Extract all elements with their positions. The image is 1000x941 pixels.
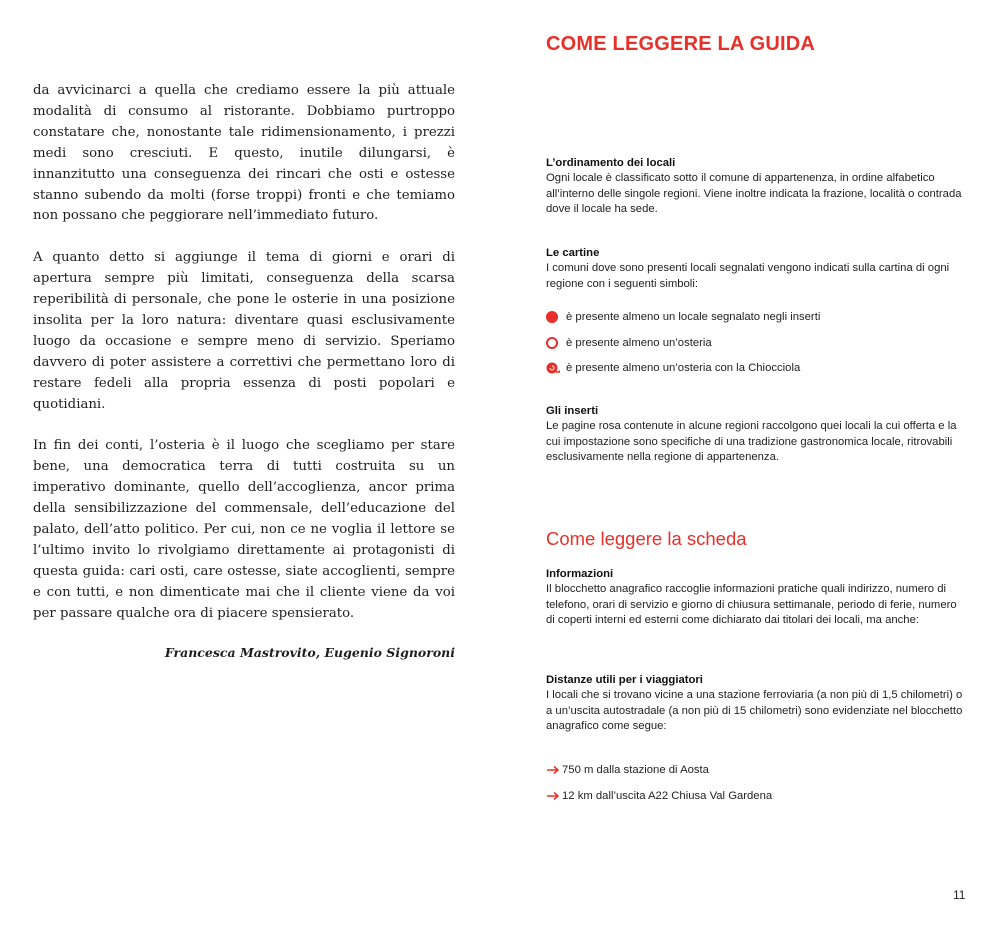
distance-text: 750 m dalla stazione di Aosta: [562, 764, 709, 776]
section-distanze: [546, 673, 964, 735]
signature: Francesca Mastrovito, Eugenio Signoroni: [164, 645, 455, 661]
arrow-right-icon: [546, 791, 560, 801]
paragraph-3: In fin dei conti, l’osteria è il luogo che scegliamo per stare bene, una democratica terra di tutti costruita su un imperativo dominante, quello dell’accoglienza, ancor prima della sensibilizzazione del commensale, dell’educazione del palato, dell’atto politico. Per cui, non ce ne voglia il lettore se l’ultimo invito lo rivolgiamo direttamente ai protagonisti di questa guida: cari osti, care ostesse, siate accoglienti, sempre e con tutti, e non dimenticate mai che il cliente viene da voi per passare qualche ora di piacere spensierato.: [33, 438, 455, 621]
paragraph-1: da avvicinarci a quella che crediamo essere la più attuale modalità di consumo al ristorante. Dobbiamo purtroppo constatare che, nonostante tale ridimensionamento, i prezzi medi sono cresciuti. E questo, inutile dilungarsi, è innanzitutto una conseguenza dei rincari che osti e ostesse stanno subendo da molti (forse troppi) fronti e che temiamo non possano che peggiorare nell’immediato futuro.: [33, 83, 455, 224]
ordinamento-heading: L’ordinamento dei locali: [546, 157, 676, 169]
inserti-body: Le pagine rosa contenute in alcune regioni raccolgono quei locali la cui offerta e la cui impostazione sono specifiche di una tradizione gastronomica locale, ritrovabili esclusivamente nella regione di appartenenza.: [546, 420, 957, 464]
page-title: COME LEGGERE LA GUIDA: [546, 33, 816, 55]
section-ordinamento: [546, 156, 964, 218]
legend-item-chiocciola: [546, 362, 800, 374]
distanze-body: I locali che si trovano vicine a una stazione ferroviaria (a non più di 1,5 chilometri) o a un’uscita autostradale (a non più di 15 chilometri) sono evidenziate nel blocchetto anagrafico come segue:: [546, 689, 963, 733]
legend-item-osteria: [546, 337, 712, 349]
legend-text: è presente almeno un locale segnalato negli inserti: [566, 311, 821, 323]
legend-item-inserti: [546, 311, 820, 323]
left-column: [33, 81, 455, 664]
section-cartine: [546, 246, 964, 292]
scheda-title: Come leggere la scheda: [546, 528, 747, 549]
informazioni-heading: Informazioni: [546, 568, 614, 580]
distance-example-highway: [546, 790, 772, 802]
snail-icon: [546, 362, 560, 374]
page-number: 11: [953, 888, 966, 902]
legend-text: è presente almeno un’osteria: [566, 337, 712, 349]
legend-text: è presente almeno un’osteria con la Chiocciola: [566, 362, 801, 374]
distanze-heading: Distanze utili per i viaggiatori: [546, 674, 703, 686]
filled-red-dot-icon: [546, 311, 558, 323]
ordinamento-body: Ogni locale è classificato sotto il comune di appartenenza, in ordine alfabetico all’interno delle singole regioni. Viene inoltre indicata la frazione, località o contrada dove il locale ha sede.: [546, 172, 962, 216]
distance-text: 12 km dall’uscita A22 Chiusa Val Gardena: [562, 790, 773, 802]
inserti-heading: Gli inserti: [546, 405, 599, 417]
arrow-right-icon: [546, 765, 560, 775]
section-informazioni: [546, 567, 964, 629]
section-inserti: [546, 404, 964, 466]
open-red-circle-icon: [546, 337, 558, 349]
cartine-body: I comuni dove sono presenti locali segnalati vengono indicati sulla cartina di ogni regione con i seguenti simboli:: [546, 262, 950, 290]
paragraph-2: A quanto detto si aggiunge il tema di giorni e orari di apertura sempre più limitati, conseguenza della scarsa reperibilità di personale, che pone le osterie in una posizione insolita per la loro natura: diventare quasi esclusivamente luogo da occasione e sempre meno di servizio. Speriamo davvero di poter assistere a correttivi che permettano loro di restare fedeli alla propria essenza di posti popolari e quotidiani.: [33, 250, 455, 412]
cartine-heading: Le cartine: [546, 247, 600, 259]
informazioni-body: Il blocchetto anagrafico raccoglie informazioni pratiche quali indirizzo, numero di telefono, orari di servizio e giorno di chiusura settimanale, periodo di ferie, numero di coperti interni ed esterni come dichiarato dai titolari dei locali, ma anche:: [546, 583, 957, 627]
distance-example-station: [546, 764, 709, 776]
